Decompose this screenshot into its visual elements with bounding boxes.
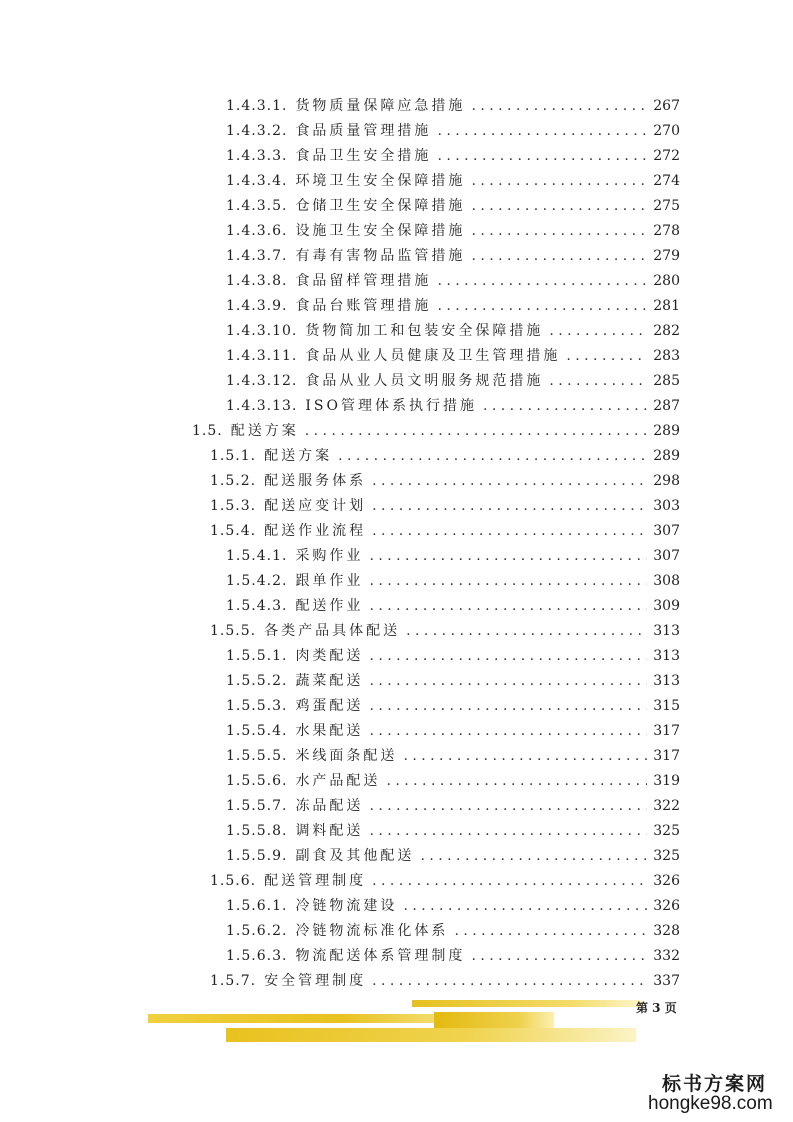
toc-entry[interactable]	[226, 746, 680, 766]
toc-entry[interactable]	[226, 571, 680, 591]
toc-entry-number: 1.5.4.1.	[226, 548, 288, 564]
toc-entry-number: 1.5.5.	[210, 623, 257, 639]
toc-leader-dots	[437, 121, 647, 141]
toc-entry-title: 安全管理制度	[264, 973, 367, 989]
toc-entry[interactable]	[226, 146, 680, 166]
toc-entry[interactable]	[226, 796, 680, 816]
toc-entry[interactable]	[210, 471, 680, 491]
toc-entry-number: 1.5.4.2.	[226, 573, 288, 589]
toc-entry-page: 280	[653, 273, 680, 289]
toc-entry-page: 285	[653, 373, 680, 389]
toc-entry-number: 1.5.6.1.	[226, 898, 288, 914]
toc-leader-dots	[372, 471, 647, 491]
toc-entry-number: 1.5.5.8.	[226, 823, 288, 839]
toc-entry-number: 1.5.5.1.	[226, 648, 288, 664]
toc-entry-number: 1.5.2.	[210, 473, 257, 489]
toc-entry[interactable]	[192, 421, 680, 441]
toc-entry[interactable]	[226, 596, 680, 616]
toc-entry[interactable]	[226, 196, 680, 216]
toc-entry-title: 冷链物流标准化体系	[295, 923, 449, 939]
toc-entry-page: 326	[653, 898, 680, 914]
toc-entry-title: 配送应变计划	[264, 498, 367, 514]
toc-entry-page: 289	[653, 423, 680, 439]
toc-entry-page: 337	[653, 973, 680, 989]
toc-entry-number: 1.5.7.	[210, 973, 257, 989]
toc-entry-number: 1.5.5.4.	[226, 723, 288, 739]
toc-entry-title: 鸡蛋配送	[295, 698, 364, 714]
toc-entry-number: 1.4.3.4.	[226, 173, 288, 189]
toc-leader-dots	[437, 146, 647, 166]
toc-entry-number: 1.4.3.5.	[226, 198, 288, 214]
toc-entry-number: 1.5.3.	[210, 498, 257, 514]
toc-leader-dots	[372, 871, 647, 891]
toc-entry[interactable]	[226, 121, 680, 141]
toc-entry[interactable]	[226, 221, 680, 241]
toc-entry[interactable]	[226, 321, 680, 341]
toc-entry-title: 配送管理制度	[264, 873, 367, 889]
toc-entry[interactable]	[226, 546, 680, 566]
toc-entry[interactable]	[226, 171, 680, 191]
toc-entry-number: 1.4.3.2.	[226, 123, 288, 139]
toc-entry-title: 冻品配送	[295, 798, 364, 814]
toc-leader-dots	[372, 971, 647, 991]
toc-entry-page: 307	[653, 523, 680, 539]
footer-bar	[226, 1028, 636, 1042]
toc-entry-number: 1.5.5.6.	[226, 773, 288, 789]
toc-entry-page: 307	[653, 548, 680, 564]
toc-entry-number: 1.5.4.3.	[226, 598, 288, 614]
toc-entry-page: 309	[653, 598, 680, 614]
toc-leader-dots	[437, 271, 647, 291]
watermark-cn: 标书方案网	[662, 1073, 768, 1095]
toc-entry-number: 1.5.5.7.	[226, 798, 288, 814]
toc-entry-page: 283	[653, 348, 680, 364]
page-number: 第 3 页	[636, 1001, 677, 1015]
toc-entry[interactable]	[226, 921, 680, 941]
toc-entry[interactable]	[210, 971, 680, 991]
toc-entry[interactable]	[210, 621, 680, 641]
footer-bar	[148, 1014, 468, 1023]
toc-leader-dots	[483, 396, 647, 416]
toc-leader-dots	[369, 546, 647, 566]
toc-entry-number: 1.4.3.13.	[226, 398, 298, 414]
toc-entry-number: 1.4.3.3.	[226, 148, 288, 164]
toc-entry-title: 食品从业人员健康及卫生管理措施	[305, 348, 561, 364]
toc-entry-title: 水果配送	[295, 723, 364, 739]
toc-entry-page: 315	[653, 698, 680, 714]
toc-leader-dots	[549, 371, 647, 391]
toc-entry-title: 配送作业流程	[264, 523, 367, 539]
toc-leader-dots	[471, 96, 647, 116]
toc-entry-title: 仓储卫生安全保障措施	[295, 198, 466, 214]
toc-entry[interactable]	[226, 246, 680, 266]
toc-entry-number: 1.4.3.1.	[226, 98, 288, 114]
toc-entry-page: 272	[653, 148, 680, 164]
toc-leader-dots	[471, 171, 647, 191]
toc-entry[interactable]	[226, 846, 680, 866]
toc-entry-number: 1.4.3.10.	[226, 323, 298, 339]
toc-entry-number: 1.5.5.9.	[226, 848, 288, 864]
toc-entry-number: 1.5.5.3.	[226, 698, 288, 714]
toc-entry-page: 313	[653, 648, 680, 664]
toc-entry[interactable]	[226, 696, 680, 716]
toc-entry-page: 328	[653, 923, 680, 939]
toc-entry-title: 肉类配送	[295, 648, 364, 664]
toc-entry-page: 281	[653, 298, 680, 314]
toc-entry-page: 267	[653, 98, 680, 114]
toc-entry[interactable]	[226, 896, 680, 916]
toc-entry-page: 298	[653, 473, 680, 489]
toc-leader-dots	[403, 746, 647, 766]
toc-entry-title: 食品从业人员文明服务规范措施	[305, 373, 544, 389]
toc-leader-dots	[369, 671, 647, 691]
toc-entry-page: 322	[653, 798, 680, 814]
toc-entry-number: 1.5.1.	[210, 448, 257, 464]
toc-entry-page: 308	[653, 573, 680, 589]
toc-leader-dots	[471, 946, 647, 966]
toc-entry-number: 1.5.6.3.	[226, 948, 288, 964]
toc-entry-title: 配送作业	[295, 598, 364, 614]
toc-entry[interactable]	[226, 671, 680, 691]
footer-bar	[412, 1000, 642, 1007]
toc-leader-dots	[369, 696, 647, 716]
toc-entry-page: 325	[653, 848, 680, 864]
toc-entry-page: 282	[653, 323, 680, 339]
toc-leader-dots	[369, 821, 647, 841]
toc-leader-dots	[372, 521, 647, 541]
toc-entry-title: 副食及其他配送	[295, 848, 415, 864]
toc-entry-number: 1.5.	[192, 423, 223, 439]
toc-entry-page: 278	[653, 223, 680, 239]
toc-entry-number: 1.5.5.2.	[226, 673, 288, 689]
toc-entry-title: 物流配送体系管理制度	[295, 948, 466, 964]
toc-entry-number: 1.5.4.	[210, 523, 257, 539]
toc-entry-title: 食品台账管理措施	[295, 298, 432, 314]
toc-entry-title: 货物简加工和包装安全保障措施	[305, 323, 544, 339]
toc-entry[interactable]	[226, 96, 680, 116]
toc-entry-title: 食品质量管理措施	[295, 123, 432, 139]
toc-entry-title: 货物质量保障应急措施	[295, 98, 466, 114]
toc-entry-page: 319	[653, 773, 680, 789]
toc-leader-dots	[403, 896, 647, 916]
toc-entry-page: 326	[653, 873, 680, 889]
toc-leader-dots	[369, 796, 647, 816]
toc-entry[interactable]	[226, 346, 680, 366]
toc-entry-page: 270	[653, 123, 680, 139]
toc-leader-dots	[471, 221, 647, 241]
toc-entry-number: 1.5.6.	[210, 873, 257, 889]
toc-leader-dots	[566, 346, 647, 366]
toc-entry[interactable]	[210, 521, 680, 541]
toc-entry-title: 跟单作业	[295, 573, 364, 589]
toc-leader-dots	[549, 321, 647, 341]
watermark-en: hongke98.com	[648, 1093, 773, 1114]
toc-entry[interactable]	[226, 371, 680, 391]
toc-entry-title: 调料配送	[295, 823, 364, 839]
toc-entry-title: 各类产品具体配送	[264, 623, 401, 639]
toc-entry-page: 287	[653, 398, 680, 414]
toc-entry-title: 采购作业	[295, 548, 364, 564]
toc-entry-page: 325	[653, 823, 680, 839]
toc-entry-title: 配送服务体系	[264, 473, 367, 489]
toc-leader-dots	[369, 571, 647, 591]
toc-entry[interactable]	[226, 771, 680, 791]
toc-entry-page: 289	[653, 448, 680, 464]
toc-entry-number: 1.4.3.9.	[226, 298, 288, 314]
toc-leader-dots	[372, 496, 647, 516]
toc-entry-page: 303	[653, 498, 680, 514]
toc-entry-page: 317	[653, 723, 680, 739]
toc-entry-title: 设施卫生安全保障措施	[295, 223, 466, 239]
toc-entry-page: 275	[653, 198, 680, 214]
toc-entry-title: 食品卫生安全措施	[295, 148, 432, 164]
toc-entry-title: 蔬菜配送	[295, 673, 364, 689]
toc-entry-title: 环境卫生安全保障措施	[295, 173, 466, 189]
toc-leader-dots	[420, 846, 647, 866]
toc-entry-title: 配送方案	[264, 448, 333, 464]
toc-leader-dots	[471, 246, 647, 266]
toc-entry-page: 274	[653, 173, 680, 189]
toc-leader-dots	[471, 196, 647, 216]
toc-entry[interactable]	[226, 721, 680, 741]
toc-leader-dots	[437, 296, 647, 316]
toc-entry[interactable]	[210, 871, 680, 891]
toc-entry[interactable]	[226, 271, 680, 291]
toc-entry-title: ISO管理体系执行措施	[305, 398, 477, 414]
toc-entry-page: 313	[653, 673, 680, 689]
toc-leader-dots	[454, 921, 647, 941]
toc-entry-number: 1.4.3.6.	[226, 223, 288, 239]
toc-entry-title: 食品留样管理措施	[295, 273, 432, 289]
toc-leader-dots	[406, 621, 647, 641]
toc-entry[interactable]	[226, 646, 680, 666]
toc-entry-title: 水产品配送	[295, 773, 381, 789]
toc-entry-number: 1.4.3.12.	[226, 373, 298, 389]
toc-entry[interactable]	[226, 396, 680, 416]
toc-entry-title: 米线面条配送	[295, 748, 398, 764]
toc-entry[interactable]	[226, 946, 680, 966]
toc-leader-dots	[386, 771, 647, 791]
toc-entry-page: 317	[653, 748, 680, 764]
toc-entry[interactable]	[210, 446, 680, 466]
toc-entry-number: 1.4.3.11.	[226, 348, 298, 364]
toc-leader-dots	[369, 596, 647, 616]
toc-leader-dots	[338, 446, 647, 466]
toc-entry-number: 1.5.5.5.	[226, 748, 288, 764]
toc-entry-page: 332	[653, 948, 680, 964]
toc-entry[interactable]	[210, 496, 680, 516]
toc-entry-title: 有毒有害物品监管措施	[295, 248, 466, 264]
toc-leader-dots	[369, 646, 647, 666]
toc-entry-page: 279	[653, 248, 680, 264]
toc-entry[interactable]	[226, 296, 680, 316]
toc-leader-dots	[305, 421, 648, 441]
toc-entry-number: 1.4.3.8.	[226, 273, 288, 289]
toc-entry[interactable]	[226, 821, 680, 841]
toc-entry-title: 冷链物流建设	[295, 898, 398, 914]
toc-entry-title: 配送方案	[230, 423, 299, 439]
toc-leader-dots	[369, 721, 647, 741]
toc-entry-page: 313	[653, 623, 680, 639]
toc-entry-number: 1.4.3.7.	[226, 248, 288, 264]
toc-entry-number: 1.5.6.2.	[226, 923, 288, 939]
